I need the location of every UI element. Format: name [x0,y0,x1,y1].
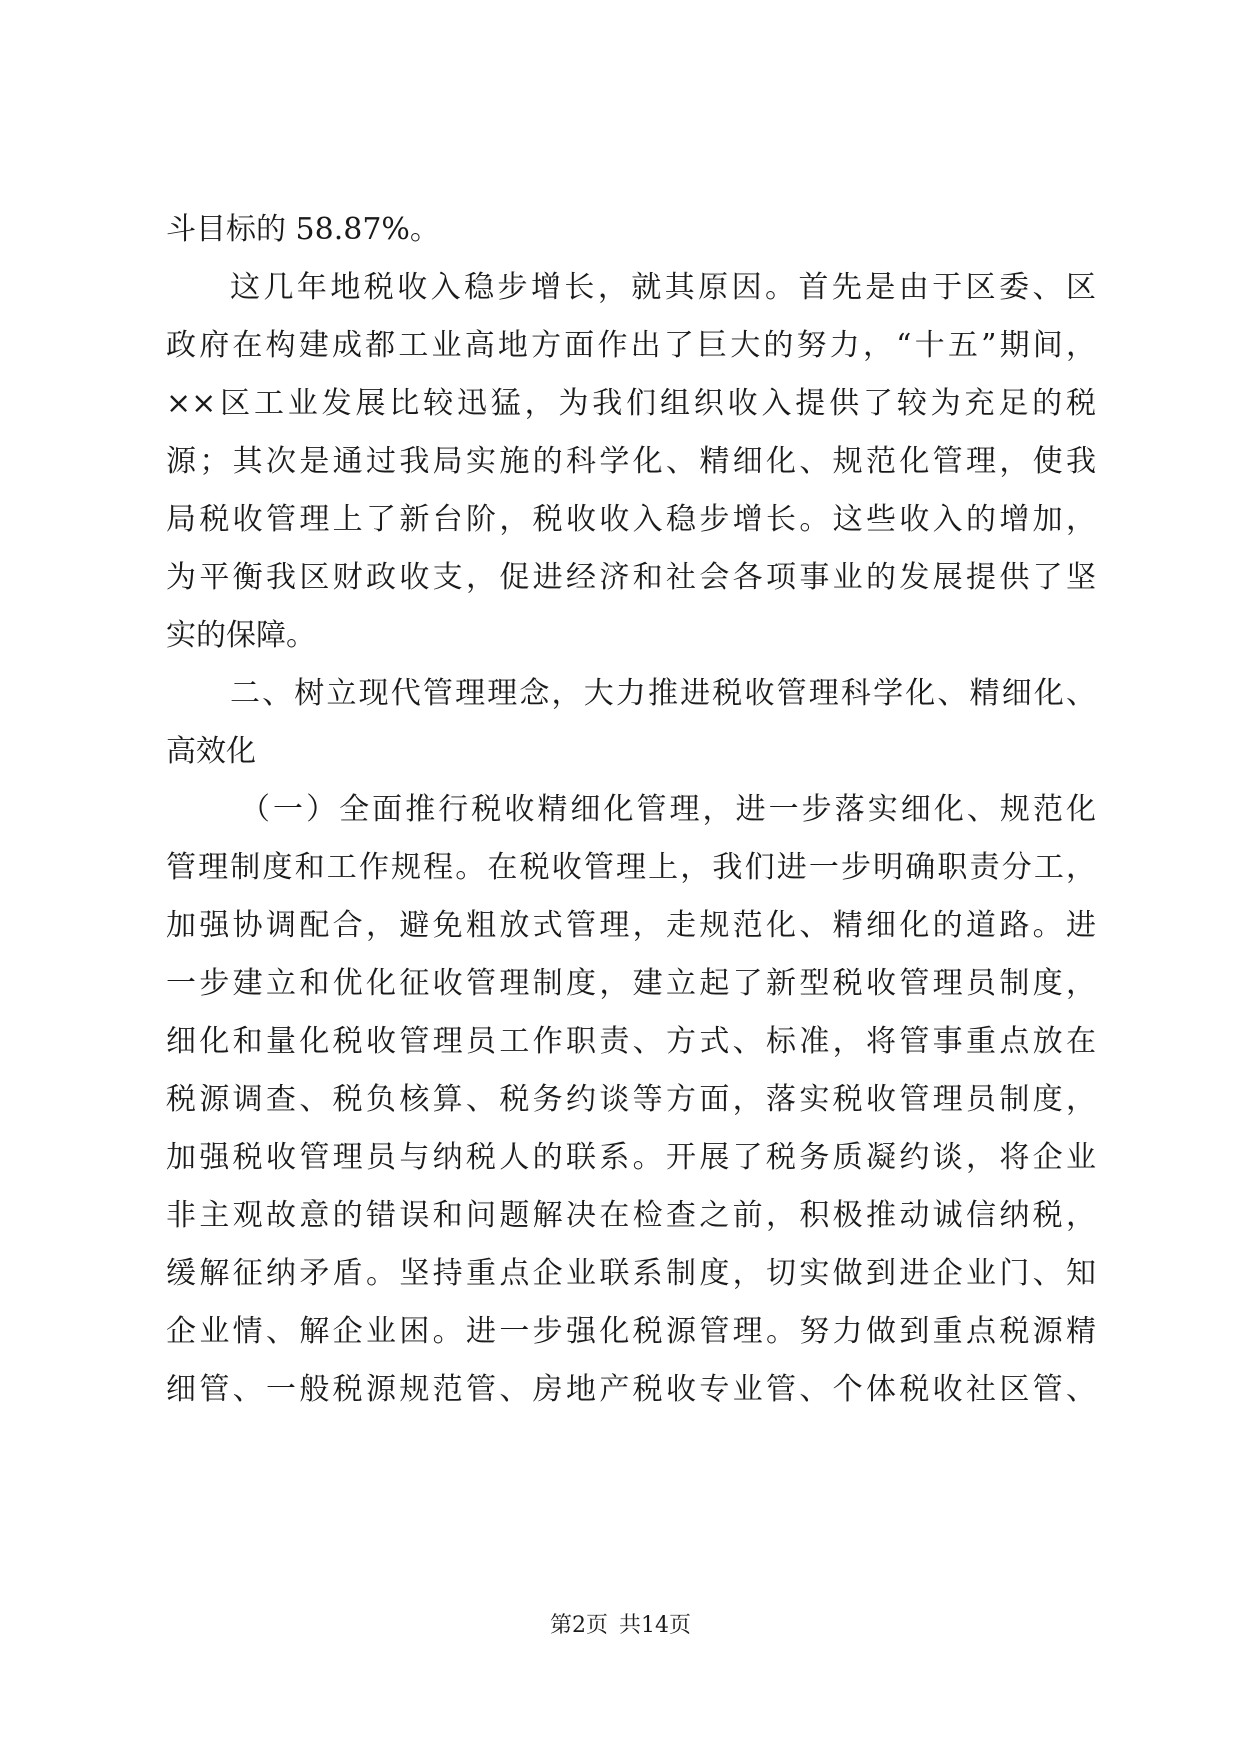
text-line: ××区工业发展比较迅猛，为我们组织收入提供了较为充足的税 [166,386,1096,421]
text-line: 政府在构建成都工业高地方面作出了巨大的努力，“十五”期间， [166,328,1096,363]
text-line: （一）全面推行税收精细化管理，进一步落实细化、规范化 [240,792,1096,827]
text-line: 细化和量化税收管理员工作职责、方式、标准，将管事重点放在 [166,1024,1096,1059]
section-heading: 高效化 [166,734,256,769]
text-line: 为平衡我区财政收支，促进经济和社会各项事业的发展提供了坚 [166,560,1096,595]
text-line: 非主观故意的错误和问题解决在检查之前，积极推动诚信纳税， [166,1198,1096,1233]
text-line: 源；其次是通过我局实施的科学化、精细化、规范化管理，使我 [166,444,1096,479]
text-line: 一步建立和优化征收管理制度，建立起了新型税收管理员制度， [166,966,1096,1001]
section-heading: 二、树立现代管理理念，大力推进税收管理科学化、精细化、 [230,676,1096,711]
text-line: 加强协调配合，避免粗放式管理，走规范化、精细化的道路。进 [166,908,1096,943]
text-line: 斗目标的 58.87%。 [166,212,440,247]
text-line: 细管、一般税源规范管、房地产税收专业管、个体税收社区管、 [166,1372,1096,1407]
text-line: 管理制度和工作规程。在税收管理上，我们进一步明确职责分工， [166,850,1096,885]
text-line: 实的保障。 [166,618,316,653]
text-line: 这几年地税收入稳步增长，就其原因。首先是由于区委、区 [230,270,1096,305]
text-line: 企业情、解企业困。进一步强化税源管理。努力做到重点税源精 [166,1314,1096,1349]
page-footer [0,1611,1241,1641]
page-number: 第2页 [550,1613,608,1638]
text-line: 局税收管理上了新台阶，税收收入稳步增长。这些收入的增加， [166,502,1096,537]
text-line: 加强税收管理员与纳税人的联系。开展了税务质凝约谈，将企业 [166,1140,1096,1175]
page-total: 共14页 [619,1613,691,1638]
text-line: 缓解征纳矛盾。坚持重点企业联系制度，切实做到进企业门、知 [166,1256,1096,1291]
text-line: 税源调查、税负核算、税务约谈等方面，落实税收管理员制度， [166,1082,1096,1117]
